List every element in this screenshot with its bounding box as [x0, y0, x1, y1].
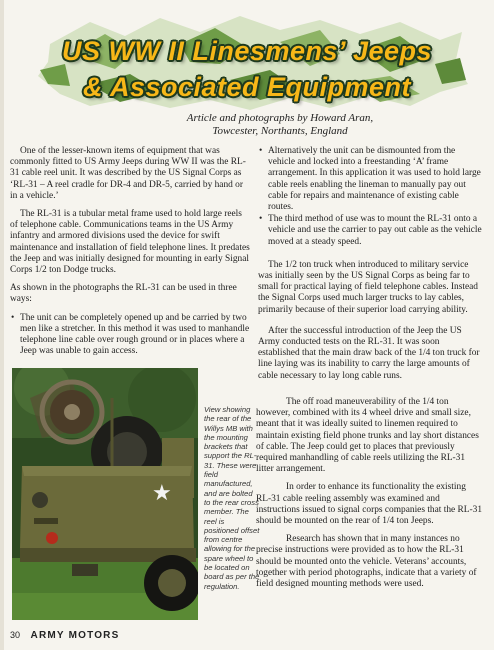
white-star-icon: ★ — [152, 481, 172, 506]
bullet-list — [10, 313, 250, 358]
paragraph: One of the lesser-known items of equipment that was commonly fitted to US Army Jeeps during WW II was the RL-31 cable reel unit. It was described by the US Signal Corps as ‘RL-31 – A reel cradle for DR-4 and DR-5, carried by hand or in a vehicle.’ — [10, 146, 246, 201]
paragraph: The RL-31 is a tubular metal frame used to hold large reels of telephone cable. Communications teams in the US Army infantry and armored divisions used the device for swift maintenance and installation of field telephone lines. It predates the Jeep and was initially designed for mounting in early Signal Corps 1/2 ton Dodge trucks. — [10, 209, 250, 276]
paragraph: In order to enhance its functionality the existing RL-31 cable reeling assembly was examined and instructions issued to signal corps companies that the RL-31 should be mounted on the rear of 1/4 ton Jeeps. — [256, 482, 483, 527]
bullet-item: • The third method of use was to mount the RL-31 onto a vehicle and use the carrier to pay out cable as the vehicle moved at a steady speed. — [268, 214, 483, 248]
jeep-rear-illustration — [12, 368, 198, 620]
magazine-name: ARMY MOTORS — [30, 630, 120, 641]
left-column — [10, 146, 250, 364]
bullet-item: • The unit can be completely opened up and be carried by two men like a stretcher. In this method it was used to manhandle telephone line cable over rough ground or in places where a Jeep was unable to gain access. — [20, 313, 250, 358]
paragraph: As shown in the photographs the RL-31 can be used in three ways: — [10, 283, 237, 305]
byline — [130, 112, 430, 138]
byline-author: Article and photographs by Howard Aran, — [186, 112, 374, 124]
article-title-line-2: & Associated Equipment — [82, 72, 412, 102]
paragraph: After the successful introduction of the Jeep the US Army conducted tests on the RL-31. It was soon established that the main draw back of the 1/4 ton truck for line laying was its inability to carry the large amounts of cable necessary to lay long cable runs. — [258, 325, 480, 381]
page-footer — [10, 630, 119, 641]
paragraph: The 1/2 ton truck when introduced to military service was initially seen by the US Signal Corps as being far to small for practical laying of field telephone cables. Instead the Signal Corps used much larger trucks to lay cables, primarily because of their superior load carrying ability. — [258, 259, 478, 315]
right-column-top — [258, 146, 483, 389]
page-number: 30 — [10, 630, 21, 640]
jeep-photo — [12, 368, 198, 620]
bullet-list — [258, 146, 483, 248]
article-title-line-1: US WW II Linesmens’ Jeeps — [61, 36, 433, 66]
byline-location: Towcester, Northants, England — [212, 125, 348, 137]
paragraph: Research has shown that in many instances no precise instructions were provided as to how the RL-31 should be mounted onto the vehicle. Veterans’ accounts, together with period photographs, indicate that a variety of field designed mounting methods were used. — [256, 534, 477, 590]
paragraph: The off road maneuverability of the 1/4 ton however, combined with its 4 wheel drive and small size, meant that it was ideally suited to linemen required to maintain existing field phone trunks and lay short distances of cable. The Jeep could get to places that previously required manhandling of cable reels utilizing the RL-31 litter arrangement. — [256, 397, 479, 475]
photo-caption: View showing the rear of the Willys MB with the mounting brackets that support the RL-31. These were field manufactured, and are bolted to the rear cross member. The reel is positioned offset from centre allowing for the spare wheel to be located on board as per the regulation. — [204, 405, 260, 591]
bullet-item: • Alternatively the unit can be dismounted from the vehicle and locked into a freestanding ‘A’ frame arrangement. In this application it was used to hold large cable reels enabling the lineman to manually pay out cable for repairs and maintenance of existing cable routes. — [268, 146, 483, 213]
right-column-bottom — [256, 397, 482, 597]
